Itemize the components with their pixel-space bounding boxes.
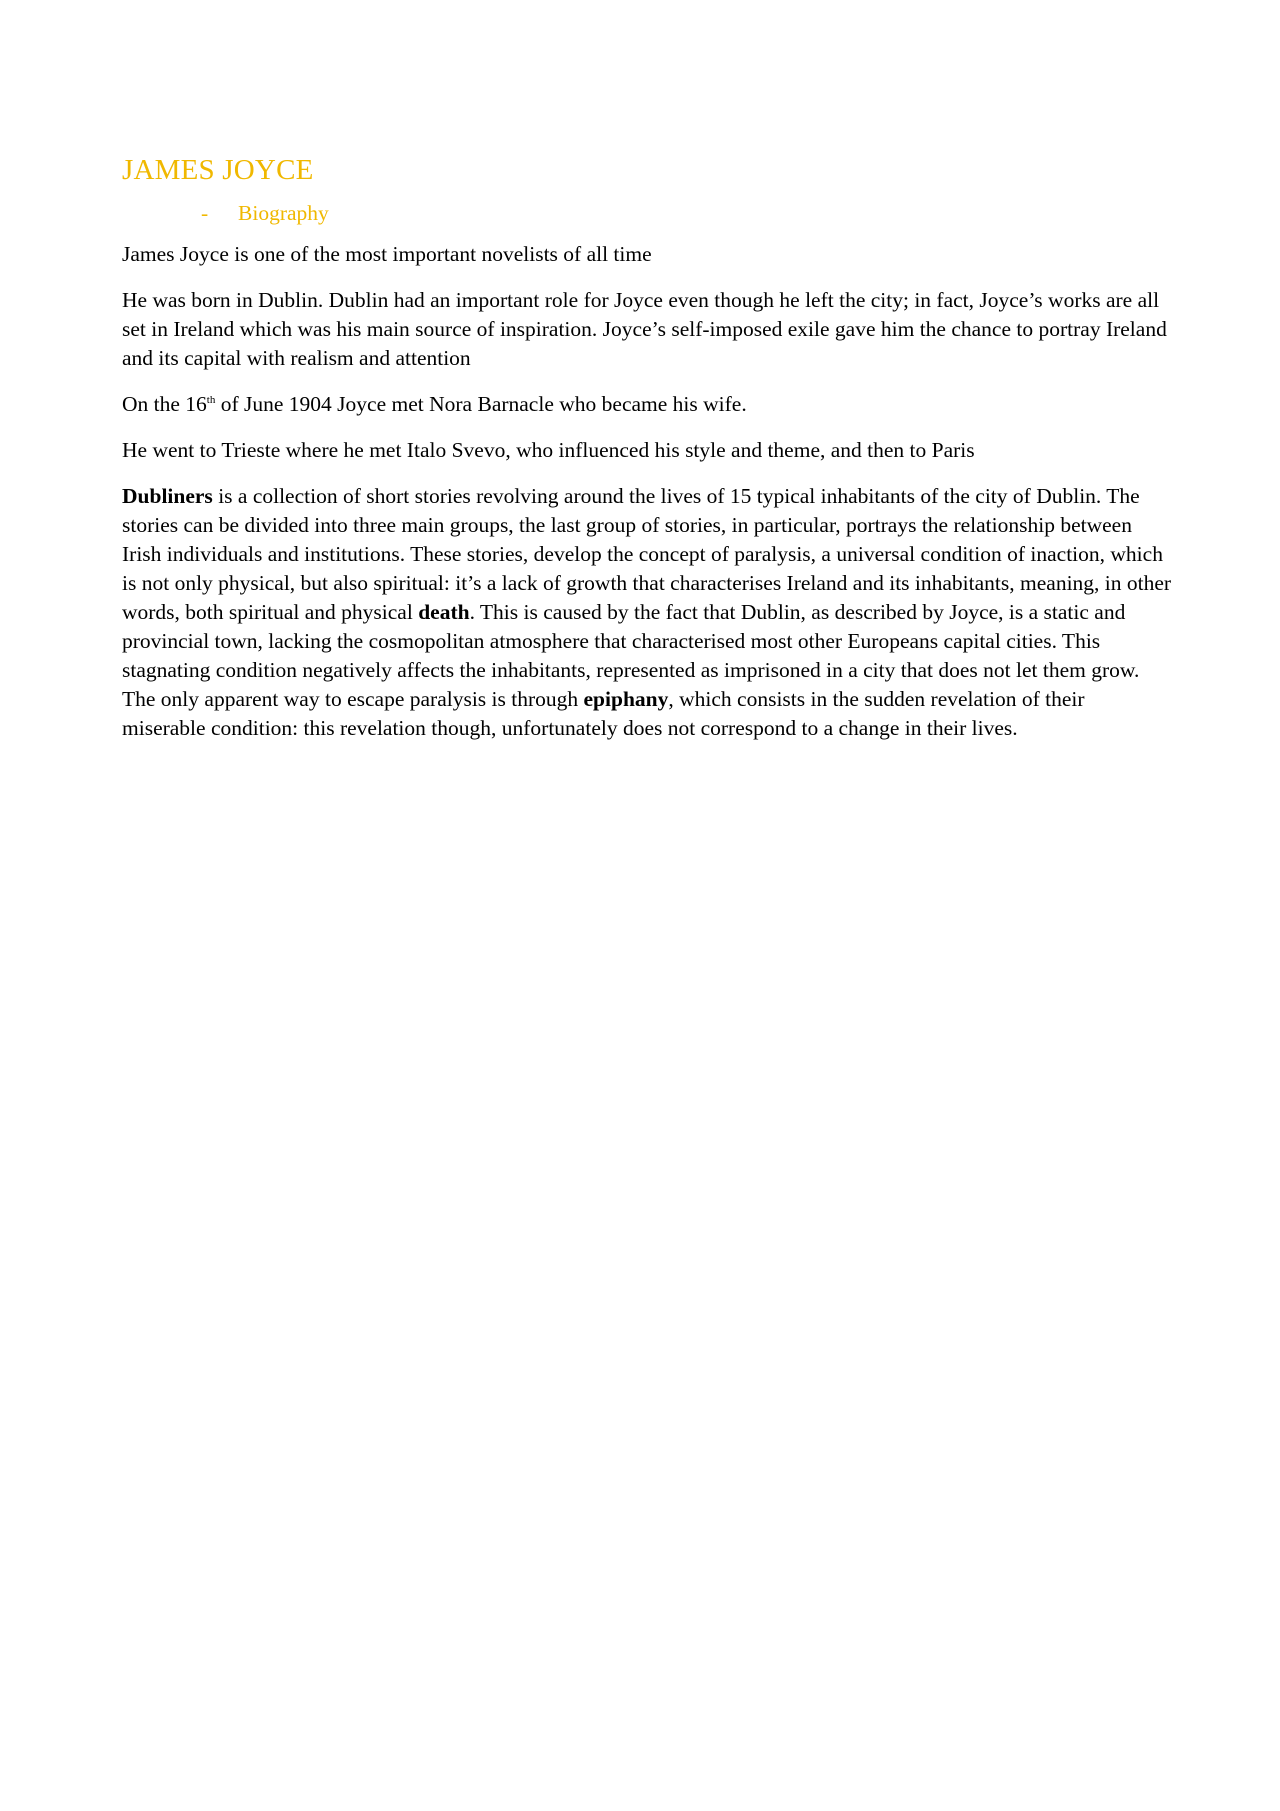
section-heading-text: Biography: [238, 201, 329, 225]
term-death: death: [418, 600, 470, 624]
paragraph-dubliners: [122, 482, 1172, 743]
paragraph-intro: James Joyce is one of the most important novelists of all time: [122, 242, 652, 266]
dubliners-text-1: is a collection of short stories revolving around the lives of 15 typical inhabitants of the city of Dublin. The stories can be divided into three main groups, the last group of stories, in particular, portrays the relationship between Irish individuals and institutions. These stories, develop the concept of paralysis, a universal condition of inaction, which is not only physical, but also spiritual: it’s a lack of growth that characterises Ireland and its inhabitants, meaning, in other words, both spiritual and physical: [122, 484, 1172, 624]
document-title: JAMES JOYCE: [122, 154, 314, 186]
document-body: [122, 150, 1172, 760]
dubliners-text-2: . This is caused by the fact that Dublin, as described by Joyce, is a static and provincial town, lacking the cosmopolitan atmosphere that characterised most other Europeans capital cities. This stagnating condition negatively affects the inhabitants, represented as imprisoned in a city that does not let them grow. The only apparent way to escape paralysis is through: [122, 600, 1140, 711]
marriage-text-start: On the 16: [122, 392, 207, 416]
term-epiphany: epiphany: [583, 687, 669, 711]
ordinal-suffix: th: [206, 394, 216, 406]
paragraph-birth: He was born in Dublin. Dublin had an important role for Joyce even though he left the city; in fact, Joyce’s works are all set in Ireland which was his main source of inspiration. Joyce’s self-imposed exile gave him the chance to portray Ireland and its capital with realism and attention: [122, 288, 1167, 370]
term-dubliners: Dubliners: [122, 484, 213, 508]
paragraph-marriage: [122, 390, 1172, 419]
marriage-text-end: of June 1904 Joyce met Nora Barnacle who became his wife.: [215, 392, 747, 416]
dubliners-text-3: , which consists in the sudden revelation of their miserable condition: this revelation though, unfortunately does not correspond to a change in their lives.: [122, 687, 1085, 740]
section-heading: - Biography: [122, 198, 1172, 228]
paragraph-travels: He went to Trieste where he met Italo Svevo, who influenced his style and theme, and then to Paris: [122, 438, 975, 462]
